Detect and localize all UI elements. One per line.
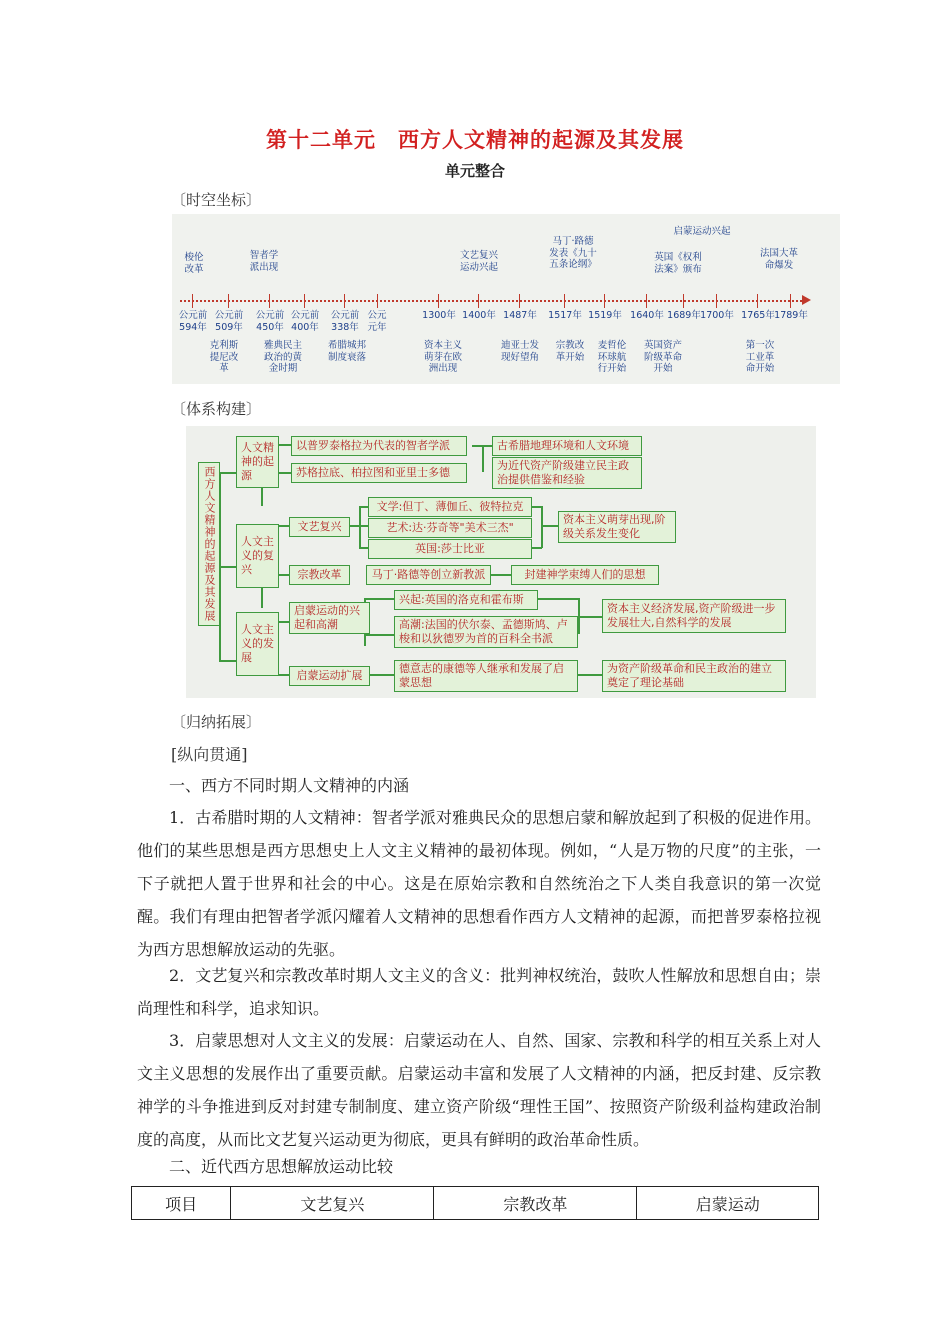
diagram-box-reformation: 宗教改革 xyxy=(289,565,350,585)
timeline-tick-label: 公元前 450年 xyxy=(255,310,285,333)
concept-diagram xyxy=(186,426,816,698)
timeline-event: 法国大革 命爆发 xyxy=(759,248,798,271)
diagram-stage-revival: 人文主义的复兴 xyxy=(236,524,279,588)
timeline-tick-mark xyxy=(716,294,717,308)
timeline-tick-mark xyxy=(438,294,439,308)
table-header-cell: 宗教改革 xyxy=(434,1187,637,1220)
diagram-box-spread: 启蒙运动扩展 xyxy=(289,666,370,686)
timeline-tick-label: 1689年 xyxy=(667,310,701,321)
paragraph-1: 1．古希腊时期的人文精神：智者学派对雅典民众的思想启蒙和解放起到了积极的促进作用。他们的某些思想是西方思想史上人文主义精神的最初体现。例如，“人是万物的尺度”的主张，一下子就把人置于世界和社会的中心。这是在原始宗教和自然统治之下人类自我意识的第一次觉醒。我们有理由把智者学派闪耀着人文精神的思想看作西方人文精神的起源，而把普罗泰格拉视为西方思想解放运动的先驱。 xyxy=(137,808,821,959)
page-title: 第十二单元 西方人文精神的起源及其发展 xyxy=(266,128,684,152)
timeline-tick-label: 1487年 xyxy=(503,310,537,321)
section-label-summary: 〔归纳拓展〕 xyxy=(171,713,262,731)
timeline-tick-label: 1517年 xyxy=(548,310,582,321)
diagram-box-rise: 兴起:英国的洛克和霍布斯 xyxy=(394,590,538,610)
timeline-tick-label: 公元前 594年 xyxy=(178,310,208,333)
diagram-box-enlightenment: 启蒙运动的兴起和高潮 xyxy=(289,602,370,634)
timeline-tick-mark xyxy=(604,294,605,308)
timeline-tick-label: 1300年 xyxy=(422,310,456,321)
timeline-event: 文艺复兴 运动兴起 xyxy=(459,250,498,273)
timeline-figure xyxy=(172,214,840,384)
diagram-stage-development: 人文主义的发展 xyxy=(236,612,279,676)
timeline-event: 希腊城邦 制度衰落 xyxy=(327,340,366,363)
timeline-tick-label: 1789年 xyxy=(774,310,808,321)
diagram-box-basis: 为近代资产阶级建立民主政治提供借鉴和经验 xyxy=(492,457,642,489)
diagram-box-greek-env: 古希腊地理环境和人文环境 xyxy=(492,436,642,456)
diagram-box-literature: 文学:但丁、薄伽丘、彼特拉克 xyxy=(368,497,532,517)
diagram-box-renaissance: 文艺复兴 xyxy=(289,517,350,537)
diagram-stage-origin: 人文精神的起源 xyxy=(236,436,279,488)
timeline-event: 英国资产 阶级革命 开始 xyxy=(643,340,682,374)
diagram-box-art: 艺术:达·芬奇等"美术三杰" xyxy=(368,518,532,538)
timeline-event: 克利斯 提尼改 革 xyxy=(209,340,239,374)
timeline-tick-label: 公元 元年 xyxy=(367,310,387,333)
timeline-tick-mark xyxy=(519,294,520,308)
table-header-cell: 文艺复兴 xyxy=(231,1187,434,1220)
timeline-event: 马丁·路德 发表《九十 五条论纲》 xyxy=(549,236,597,270)
timeline-event: 第一次 工业革 命开始 xyxy=(745,340,775,374)
timeline-tick-label: 1640年 xyxy=(630,310,664,321)
table-header-cell: 启蒙运动 xyxy=(637,1187,819,1220)
timeline-tick-mark xyxy=(377,294,378,308)
table-header-cell: 项目 xyxy=(132,1187,231,1220)
timeline-tick-mark xyxy=(564,294,565,308)
section-label-vertical: [纵向贯通] xyxy=(171,745,248,764)
timeline-tick-mark xyxy=(304,294,305,308)
diagram-box-kant: 德意志的康德等人继承和发展了启蒙思想 xyxy=(394,660,578,692)
timeline-event: 迪亚士发 现好望角 xyxy=(500,340,539,363)
comparison-table xyxy=(131,1186,819,1220)
timeline-axis xyxy=(180,300,806,302)
heading-1: 一、西方不同时期人文精神的内涵 xyxy=(169,776,410,795)
section-label-system: 〔体系构建〕 xyxy=(171,400,262,418)
timeline-tick-mark xyxy=(757,294,758,308)
diagram-box-sophist: 以普罗泰格拉为代表的智者学派 xyxy=(291,436,467,456)
diagram-box-peak: 高潮:法国的伏尔泰、孟德斯鸠、卢梭和以狄德罗为首的百科全书派 xyxy=(394,616,578,648)
timeline-tick-mark xyxy=(646,294,647,308)
timeline-event: 麦哲伦 环球航 行开始 xyxy=(597,340,627,374)
diagram-box-england: 英国:莎士比亚 xyxy=(368,539,532,559)
timeline-tick-mark xyxy=(344,294,345,308)
timeline-tick-label: 公元前 400年 xyxy=(290,310,320,333)
timeline-event: 资本主义 萌芽在欧 洲出现 xyxy=(423,340,462,374)
diagram-box-theory: 为资产阶级革命和民主政治的建立奠定了理论基础 xyxy=(602,660,786,692)
paragraph-3: 3．启蒙思想对人文主义的发展：启蒙运动在人、自然、国家、宗教和科学的相互关系上对人文主义思想的发展作出了重要贡献。启蒙运动丰富和发展了人文精神的内涵，把反封建、反宗教神学的斗争推进到反对封建专制制度、建立资产阶级“理性王国”、按照资产阶级利益构建政治制度的高度，从而比文艺复兴运动更为彻底，更具有鲜明的政治革命性质。 xyxy=(137,1031,821,1149)
timeline-tick-label: 1700年 xyxy=(700,310,734,321)
diagram-box-capitalism: 资本主义萌芽出现,阶级关系发生变化 xyxy=(558,511,676,543)
timeline-tick-label: 1519年 xyxy=(588,310,622,321)
timeline-tick-label: 公元前 509年 xyxy=(214,310,244,333)
timeline-event: 梭伦 改革 xyxy=(184,252,204,275)
timeline-tick-mark xyxy=(228,294,229,308)
timeline-tick-label: 公元前 338年 xyxy=(330,310,360,333)
timeline-tick-label: 1765年 xyxy=(741,310,775,321)
timeline-tick-mark xyxy=(683,294,684,308)
timeline-event: 英国《权利 法案》颁布 xyxy=(654,252,702,275)
section-label-timeline: 〔时空坐标〕 xyxy=(171,191,262,209)
diagram-box-socrates: 苏格拉底、柏拉图和亚里士多德 xyxy=(291,463,467,483)
paragraph-2: 2．文艺复兴和宗教改革时期人文主义的含义：批判神权统治，鼓吹人性解放和思想自由；崇尚理性和科学，追求知识。 xyxy=(137,966,821,1018)
timeline-tick-label: 1400年 xyxy=(462,310,496,321)
timeline-event: 智者学 派出现 xyxy=(249,250,279,273)
timeline-tick-mark xyxy=(192,294,193,308)
timeline-tick-mark xyxy=(478,294,479,308)
timeline-event: 雅典民主 政治的黄 金时期 xyxy=(263,340,302,374)
diagram-root: 西方人文精神的起源及其发展 xyxy=(198,462,220,626)
diagram-box-feudal: 封建神学束缚人们的思想 xyxy=(511,565,659,585)
heading-2: 二、近代西方思想解放运动比较 xyxy=(169,1157,394,1176)
timeline-tick-mark xyxy=(790,294,791,308)
timeline-event: 宗教改 革开始 xyxy=(555,340,585,363)
page-subtitle: 单元整合 xyxy=(444,162,505,180)
timeline-tick-mark xyxy=(269,294,270,308)
timeline-arrow-icon xyxy=(802,295,811,305)
timeline-event: 启蒙运动兴起 xyxy=(673,226,731,237)
table-header-row xyxy=(132,1187,819,1220)
diagram-box-development: 资本主义经济发展,资产阶级进一步发展壮大,自然科学的发展 xyxy=(602,599,786,633)
diagram-box-luther: 马丁·路德等创立新教派 xyxy=(366,565,491,585)
